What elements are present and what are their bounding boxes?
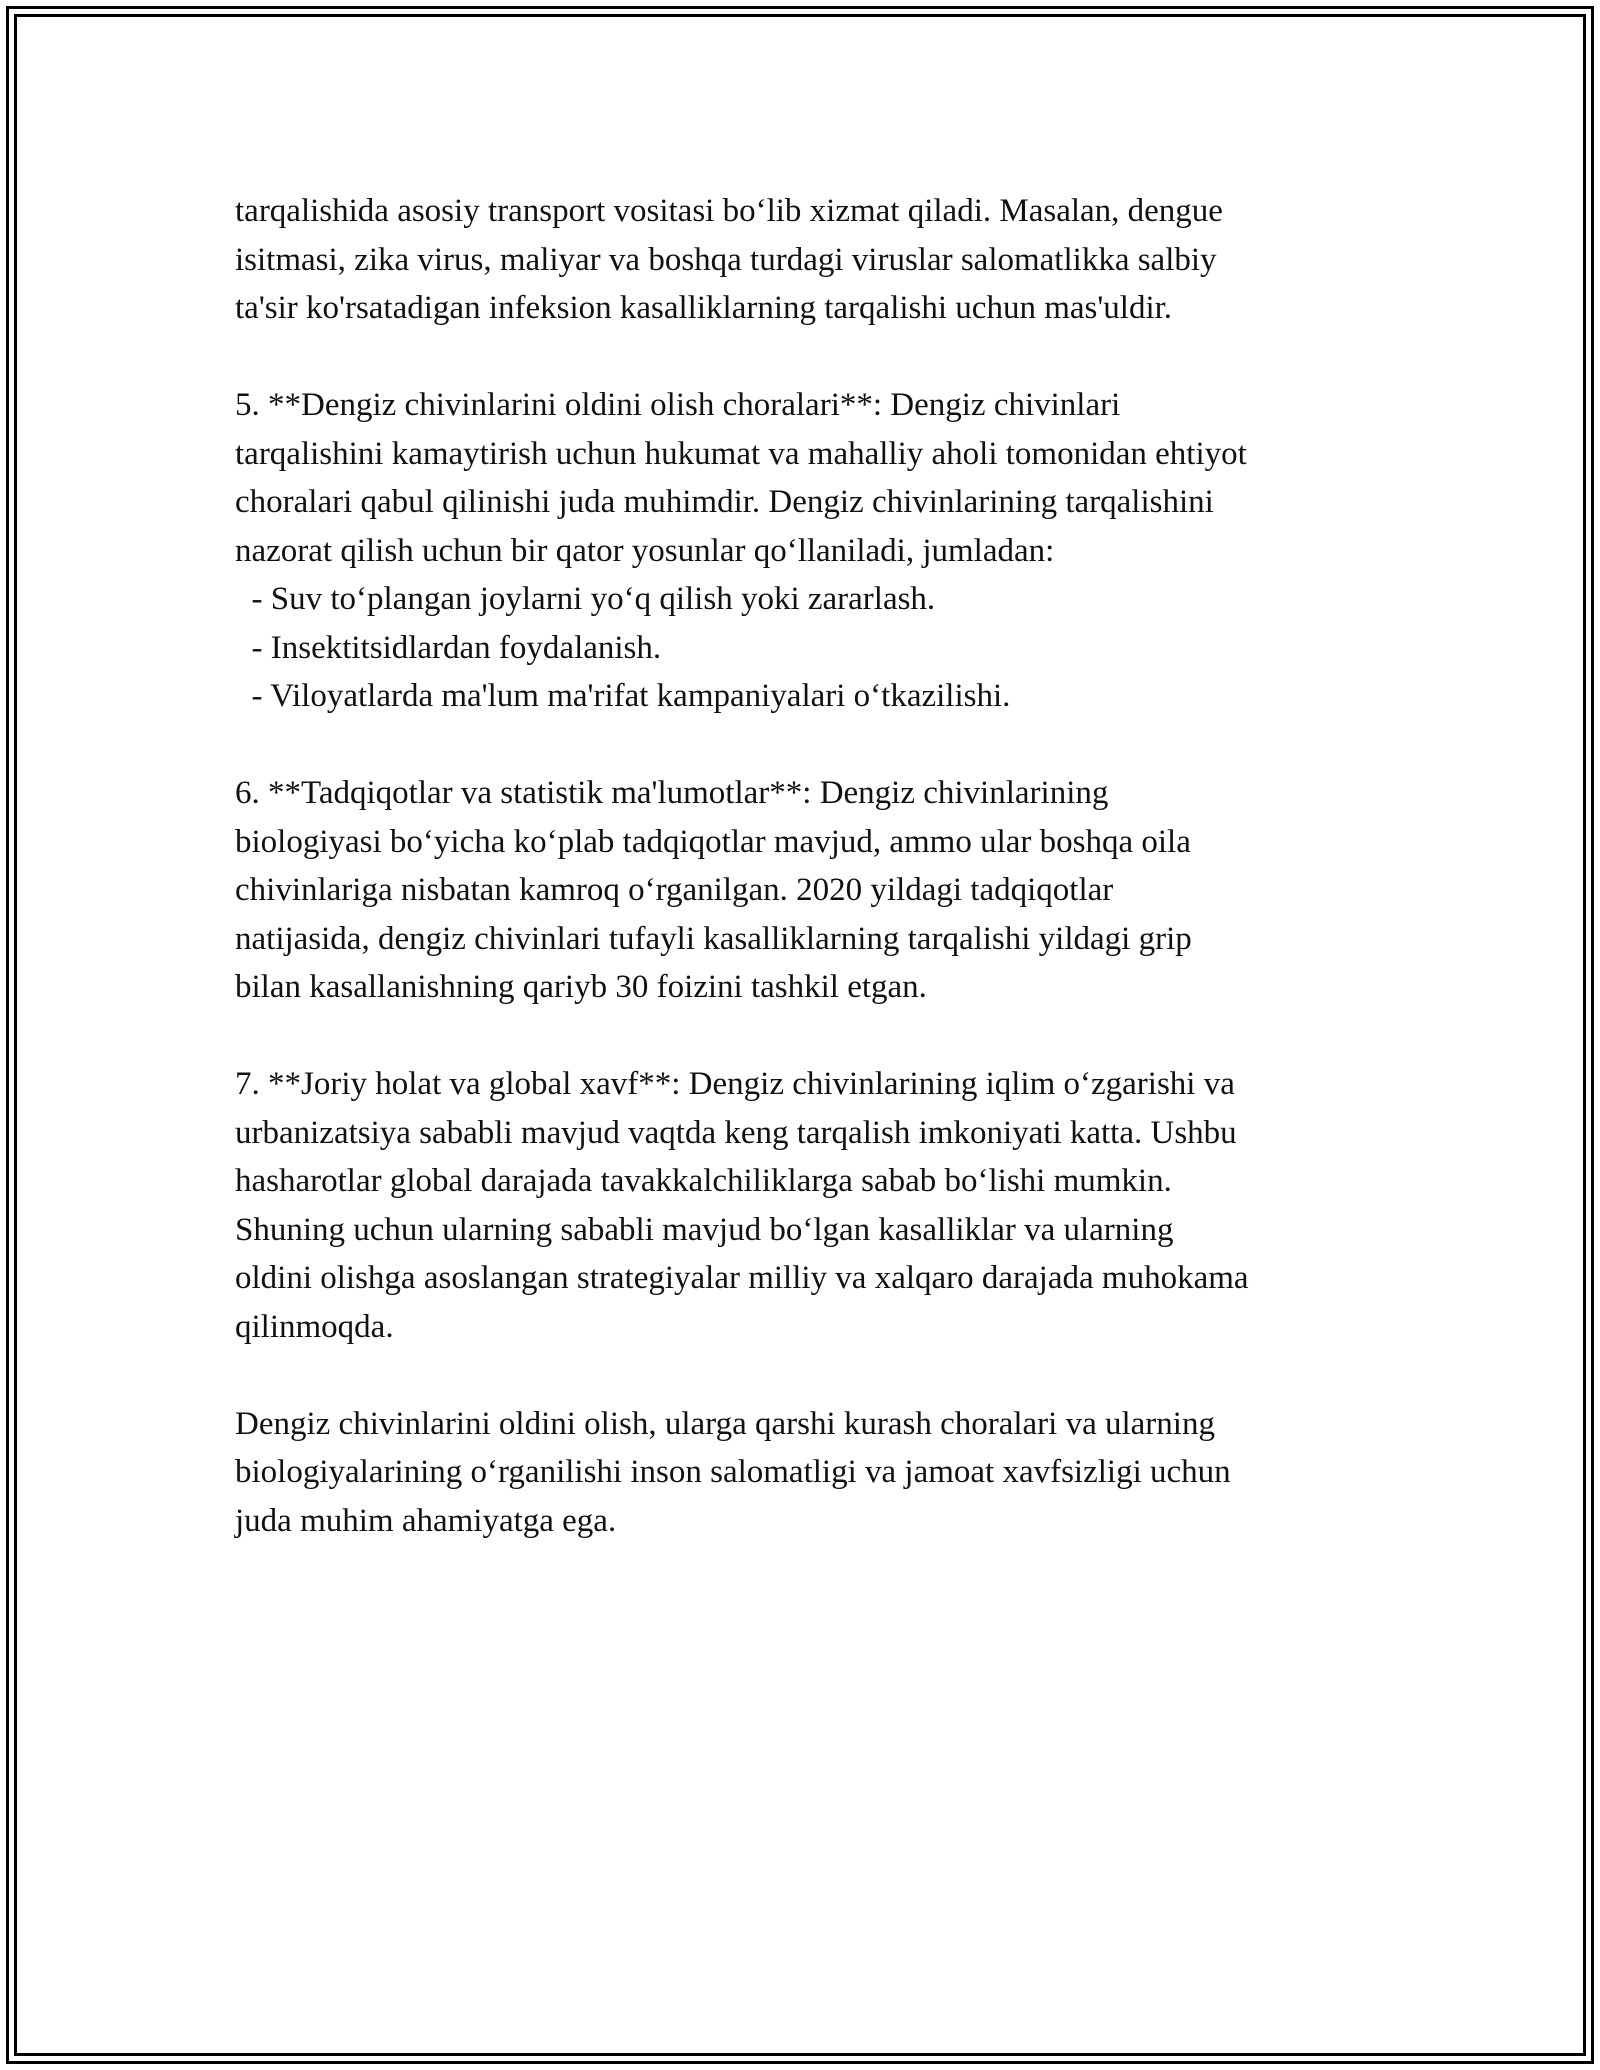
text-line: juda muhim ahamiyatga ega.	[235, 1502, 617, 1539]
bullet-item: - Viloyatlarda ma'lum ma'rifat kampaniyalari o‘tkazilishi.	[235, 678, 1011, 714]
text-line: natijasida, dengiz chivinlari tufayli kasalliklarning tarqalishi yildagi grip	[235, 920, 1192, 957]
text-line: hasharotlar global darajada tavakkalchiliklarga sabab bo‘lishi mumkin.	[235, 1163, 1172, 1199]
paragraph-section-7	[235, 1060, 1395, 1351]
text-line: ta'sir ko'rsatadigan infeksion kasalliklarning tarqalishi uchun mas'uldir.	[235, 290, 1173, 326]
bullet-item: - Suv to‘plangan joylarni yo‘q qilish yoki zararlash.	[235, 581, 936, 617]
text-line: tarqalishida asosiy transport vositasi bo‘lib xizmat qiladi. Masalan, dengue	[235, 193, 1223, 229]
section-heading-line: 6. **Tadqiqotlar va statistik ma'lumotlar**: Dengiz chivinlarining	[235, 775, 1109, 811]
bullet-item: - Insektitsidlardan foydalanish.	[235, 629, 662, 666]
text-line: tarqalishini kamaytirish uchun hukumat va mahalliy aholi tomonidan ehtiyot	[235, 435, 1247, 472]
text-line: biologiyasi bo‘yicha ko‘plab tadqiqotlar mavjud, ammo ular boshqa oila	[235, 823, 1191, 860]
paragraph-section-5	[235, 381, 1395, 721]
text-line: Dengiz chivinlarini oldini olish, ularga qarshi kurash choralari va ularning	[235, 1405, 1215, 1442]
text-line: biologiyalarining o‘rganilishi inson salomatligi va jamoat xavfsizligi uchun	[235, 1454, 1231, 1490]
document-body	[235, 187, 1395, 1545]
section-heading-line: 7. **Joriy holat va global xavf**: Dengiz chivinlarining iqlim o‘zgarishi va	[235, 1066, 1235, 1102]
paragraph-gap	[235, 1351, 1395, 1400]
text-line: bilan kasallanishning qariyb 30 foizini tashkil etgan.	[235, 969, 927, 1005]
text-line: urbanizatsiya sababli mavjud vaqtda keng tarqalish imkoniyati katta. Ushbu	[235, 1114, 1237, 1151]
paragraph-gap	[235, 333, 1395, 382]
text-line: chivinlariga nisbatan kamroq o‘rganilgan. 2020 yildagi tadqiqotlar	[235, 872, 1114, 908]
text-line: choralari qabul qilinishi juda muhimdir. Dengiz chivinlarining tarqalishini	[235, 484, 1214, 520]
paragraph-gap	[235, 1012, 1395, 1061]
section-heading-line: 5. **Dengiz chivinlarini oldini olish choralari**: Dengiz chivinlari	[235, 387, 1121, 423]
paragraph-section-6	[235, 769, 1395, 1012]
text-line: Shuning uchun ularning sababli mavjud bo‘lgan kasalliklar va ularning	[235, 1211, 1174, 1248]
paragraph-intro-continuation	[235, 187, 1395, 333]
text-line: oldini olishga asoslangan strategiyalar milliy va xalqaro darajada muhokama	[235, 1260, 1249, 1296]
paragraph-conclusion	[235, 1400, 1395, 1546]
text-line: isitmasi, zika virus, maliyar va boshqa turdagi viruslar salomatlikka salbiy	[235, 241, 1217, 278]
text-line: nazorat qilish uchun bir qator yosunlar qo‘llaniladi, jumladan:	[235, 532, 1055, 569]
text-line: qilinmoqda.	[235, 1308, 394, 1345]
paragraph-gap	[235, 721, 1395, 770]
